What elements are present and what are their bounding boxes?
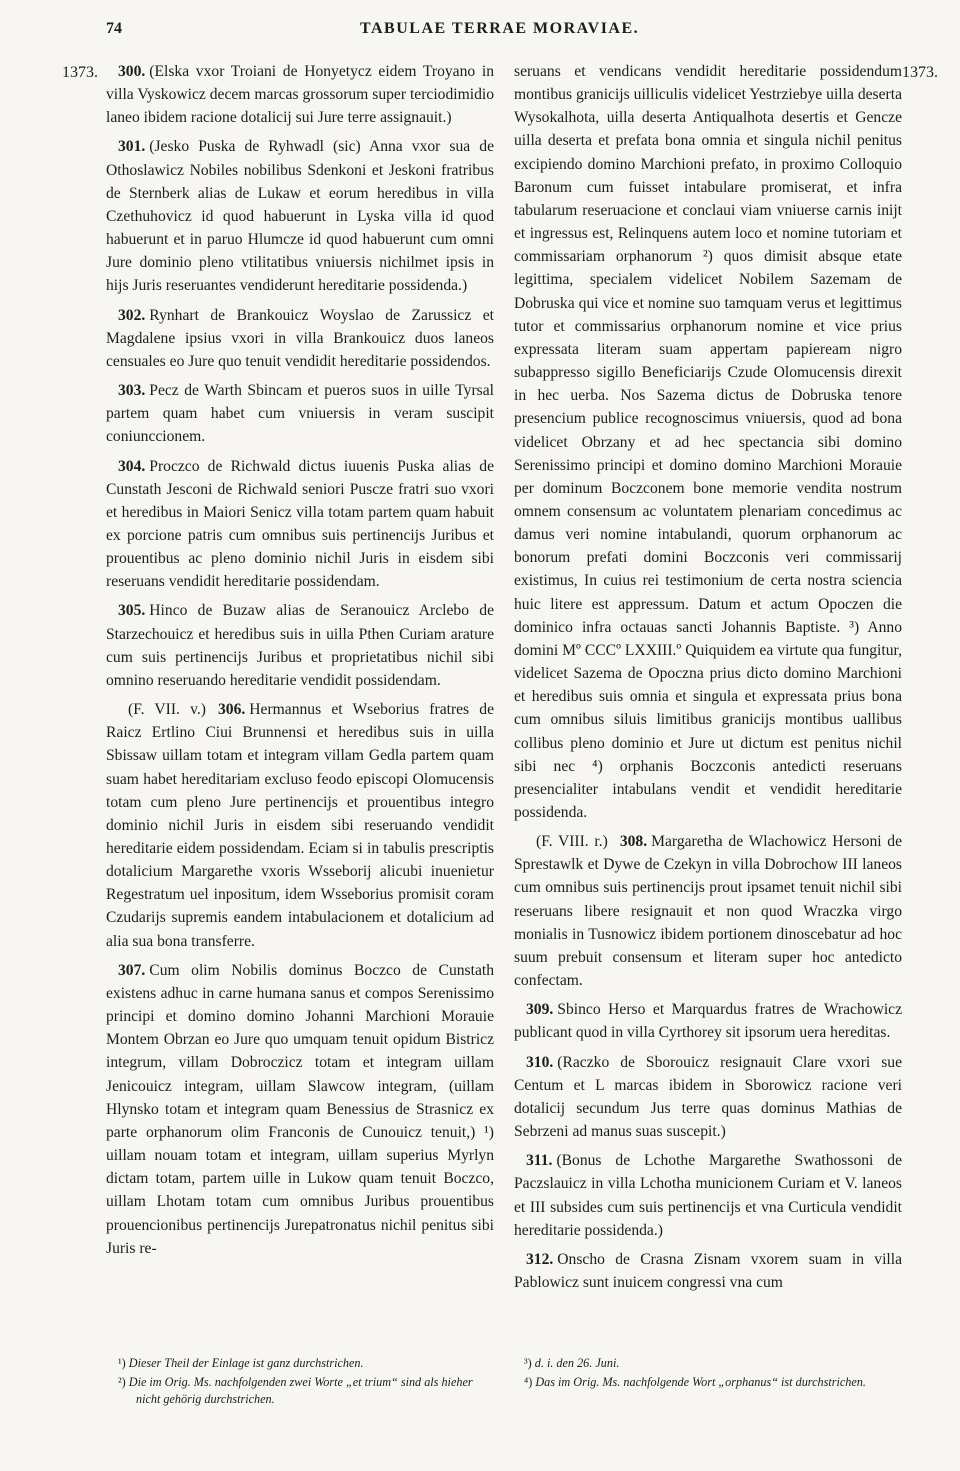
- entry-number: 308.: [619, 833, 648, 851]
- entry-text: Margaretha de Wlachowicz Hersoni de Sprestawlk et Dywe de Czekyn in villa Dobrochow III laneos cum omnibus suis pertinencijs prout ipsamet tenuit nichil sibi reseruans libere resignauit et non quod Wraczka virgo monialis in Tusnowicz ibidem portionem dinoscebatur ad hoc suum prebuit consensum et literam super hoc antedicto confectam.: [514, 833, 902, 990]
- left-column: [106, 60, 494, 1266]
- entry-text: Rynhart de Brankouicz Woyslao de Zarussicz et Magdalene ipsius vxori in villa Brankouicz duos laneos censuales eo Jure quo tenuit vendidit hereditarie possidendos.: [106, 306, 494, 370]
- entry-text: Proczco de Richwald dictus iuuenis Puska alias de Cunstath Jesconi de Richwald seniori Puscze fratri suo vxori et heredibus in Maiori Senicz villa totam partem quam habuit ex porcione patris cum omnibus suis pertinencijs Juribus et prouentibus ac pleno dominio nichil Juris in eisdem sibi reseruans vendidit hereditarie possidendam.: [106, 457, 494, 591]
- entry-number: 302.: [118, 306, 146, 324]
- footnote-text: Das im Orig. Ms. nachfolgende Wort „orphanus“ ist durchstrichen.: [535, 1375, 866, 1389]
- entry-number: 305.: [118, 602, 146, 620]
- entry-paragraph: [514, 1149, 902, 1242]
- entry-paragraph: [514, 998, 902, 1044]
- footnote-text: Die im Orig. Ms. nachfolgenden zwei Worte „et trium“ sind als hieher nicht gehörig durchstrichen.: [128, 1375, 473, 1406]
- footnote: [524, 1374, 902, 1391]
- footnote-marker: ³): [524, 1356, 532, 1370]
- entry-text: Hinco de Buzaw alias de Seranouicz Arclebo de Starzechouicz et heredibus suis in uilla Pthen Curiam arature cum suis pertinencijs Juribus et proprietatibus nichil sibi omnino reseruando hereditarie vendidit possidendam.: [106, 602, 494, 689]
- entry-paragraph: [106, 698, 494, 953]
- entry-text: Hermannus et Wseborius fratres de Raicz Ertlino Ciui Brunnensi et heredibus suis in uilla Sbissaw uillam totam et integram villam Gedla partem quam suam habet hereditariam excluso feodo episcopi Olomucensis totam cum pleno Jure pertinencijs et prouentibus integro dominio nichil Juris in eisdem sibi reseruando vendidit hereditarie eidem possidendam. Eciam si in tabulis prescriptis dotalicium Margarethe vxoris Wsseborij alicubi inuenietur Regestratum uel inpositum, idem Wsseborius promisit coram Czudarijs supremis eandem intabulacionem et dotalicium ad alia sua bona transferre.: [106, 701, 495, 950]
- folio-reference: (F. VIII. r.): [536, 833, 608, 851]
- footnotes-left: [118, 1355, 488, 1410]
- footnote: [118, 1374, 488, 1408]
- entry-text: seruans et vendicans vendidit hereditarie possidendum montibus granicijs uilliculis videlicet Yestrziebye uilla deserta Wysokalhota, uilla deserta Antiqualhota desertis et Gencze uilla deserta et prefata bona omnia et singula nichil penitus excipiendo domino Marchioni prefato, in proximo Colloquio Baronum cum fuisset intabulare promiserat, et infra tabularum reseruacione et conclaui viam vniuerse carnis inijt et ingressus est, Relinquens autem loco et nomine tutoriam et commissariam orphanorum ²) quos dimisit absque etate legittima, specialem videlicet Nobilem Sazemam de Dobruska qui vice et nomine suo tamquam verus et legittimus tutor et commissarius orphanorum nomine et vice prius expressata literam suam appertam papieream nigro subappresso sigillo Beneficiarijs Czude Olomucensis direxit in hec uerba. Nos Sazema dictus de Dobruska tenore presencium publice recognoscimus vniuersis, quod ad bona videlicet Obrzany et ad hec spectancia sibi domino Serenissimo principi et domino domino Marchioni Morauie per dominum Boczconem bone memorie vendita nostrum omnem consensum ac voluntatem plenariam concedimus ac damus veri nomine intabulandi, quorum orphanorum ac bonorum prefati domini Boczconis veri commissarij existimus, In cuius rei testimonium de certa nostra sciencia huic litere est appressum. Datum et actum Opoczen die dominico infra octauas sancti Johannis Baptiste. ³) Anno domini Mº CCCº LXXIII.º Quiquidem ea virtute qua fungitur, videlicet Sazema de Opoczna prius dicto domino Marchioni et heredibus suis omnia et singula et expressata prius bona cum omnibus siluis limitibus granicijs montibus uallibus collibus pleno dominio et Jure ut dictum est penitus nichil sibi nec ⁴) orphanis Boczconis antedicti reseruans presencialiter intabulans vendit et vendidit hereditarie possidenda.: [514, 63, 902, 821]
- footnote: [524, 1355, 902, 1372]
- entry-text: Sbinco Herso et Marquardus fratres de Wrachowicz publicant quod in villa Cyrthorey sit ipsorum uera hereditas.: [514, 1001, 902, 1042]
- entry-text: Cum olim Nobilis dominus Boczco de Cunstath existens adhuc in carne humana sanus et compos Serenissimo principi et domino domino Johanni Marchioni Morauie Montem Obrzan eo Jure quo umquam tenuit opidum Bistricz integrum, villam Dobroczicz totam et integram uillam Jenicouicz integram, uillam Slawcow integram, (uillam Hlynsko totam et integram quam Benessius de Strasnicz ex parte orphanorum olim Franconis de Cunouicz tenuit,) ¹) uillam nouam totam et integram, uillam superius Myrlyn dictam totam, partem uille in Lukow quam tenuit Boczco, uillam Lhotam totam cum omnibus Juribus prouentibus prouencionibus pertinencijs Jurepatronatus nichil penitus sibi Juris re-: [106, 961, 494, 1257]
- footnote: [118, 1355, 488, 1372]
- right-column: [514, 60, 902, 1300]
- entry-text: (Bonus de Lchothe Margarethe Swathossoni de Paczslauicz in villa Lchotha municionem Curiam et V. laneos et III subsides cum suis pertinencijs et vna Curticula vendidit hereditarie possidenda.): [514, 1152, 902, 1239]
- entry-paragraph: [514, 1248, 902, 1294]
- entry-number: 303.: [118, 382, 146, 400]
- footnote-text: Dieser Theil der Einlage ist ganz durchstrichen.: [128, 1356, 364, 1370]
- entry-number: 307.: [118, 961, 146, 979]
- entry-paragraph: [106, 959, 494, 1260]
- entry-number: 306.: [217, 701, 246, 719]
- entry-paragraph: [514, 60, 902, 824]
- entry-text: (Elska vxor Troiani de Honyetycz eidem Troyano in villa Vyskowicz decem marcas grossorum super terciodimidio laneo ibidem racione dotalicij sui Jure terre assignauit.): [106, 63, 494, 127]
- entry-paragraph: [106, 304, 494, 373]
- entry-paragraph: [106, 135, 494, 297]
- entry-paragraph: [106, 60, 494, 129]
- entry-text: (Jesko Puska de Ryhwadl (sic) Anna vxor sua de Othoslawicz Nobiles nobilibus Sdenkoni et Jeskoni fratribus de Sternberk alias de Lukaw et eorum heredibus in villa Czethuhovicz id quod habuerunt in Lyska villa id quod habuerunt et in paruo Hlumcze id quod habuerunt cum omni Jure dominio pleno vtilitatibus vniuersis nichilmet ipsis in hijs Juris reseruantes vendiderunt hereditarie possidenda.): [106, 138, 494, 295]
- entry-paragraph: [106, 599, 494, 692]
- footnotes-right: [524, 1355, 902, 1393]
- entry-text: Onscho de Crasna Zisnam vxorem suam in villa Pablowicz sunt inuicem congressi vna cum: [514, 1250, 902, 1291]
- folio-reference: (F. VII. v.): [128, 701, 206, 719]
- entry-paragraph: [514, 1051, 902, 1144]
- entry-number: 300.: [118, 63, 146, 80]
- footnote-marker: ⁴): [524, 1375, 533, 1389]
- entry-text: Pecz de Warth Sbincam et pueros suos in uille Tyrsal partem quam habet cum vniuersis in veram suscipit coniunccionem.: [106, 382, 494, 446]
- entry-number: 304.: [118, 457, 146, 475]
- entry-paragraph: [514, 830, 902, 992]
- entry-paragraph: [106, 379, 494, 448]
- entry-number: 311.: [526, 1152, 553, 1170]
- entry-number: 310.: [526, 1053, 554, 1071]
- year-margin-right: 1373.: [902, 64, 938, 81]
- entry-paragraph: [106, 455, 494, 594]
- footnote-text: d. i. den 26. Juni.: [534, 1356, 620, 1370]
- entry-text: (Raczko de Sborouicz resignauit Clare vxori sue Centum et L marcas ibidem in Sborowicz racione veri dotalicij secundum Jus terre quas dominus Mathias de Sebrzeni ad manus suas suscepit.): [514, 1053, 902, 1141]
- entry-number: 301.: [118, 138, 146, 156]
- entry-number: 312.: [526, 1250, 554, 1268]
- footnote-marker: ¹): [118, 1356, 126, 1370]
- page-number: 74: [106, 20, 122, 37]
- entry-number: 309.: [526, 1001, 554, 1019]
- year-margin-left: 1373.: [62, 64, 98, 81]
- footnote-marker: ²): [118, 1375, 126, 1389]
- running-title: TABULAE TERRAE MORAVIAE.: [360, 20, 640, 37]
